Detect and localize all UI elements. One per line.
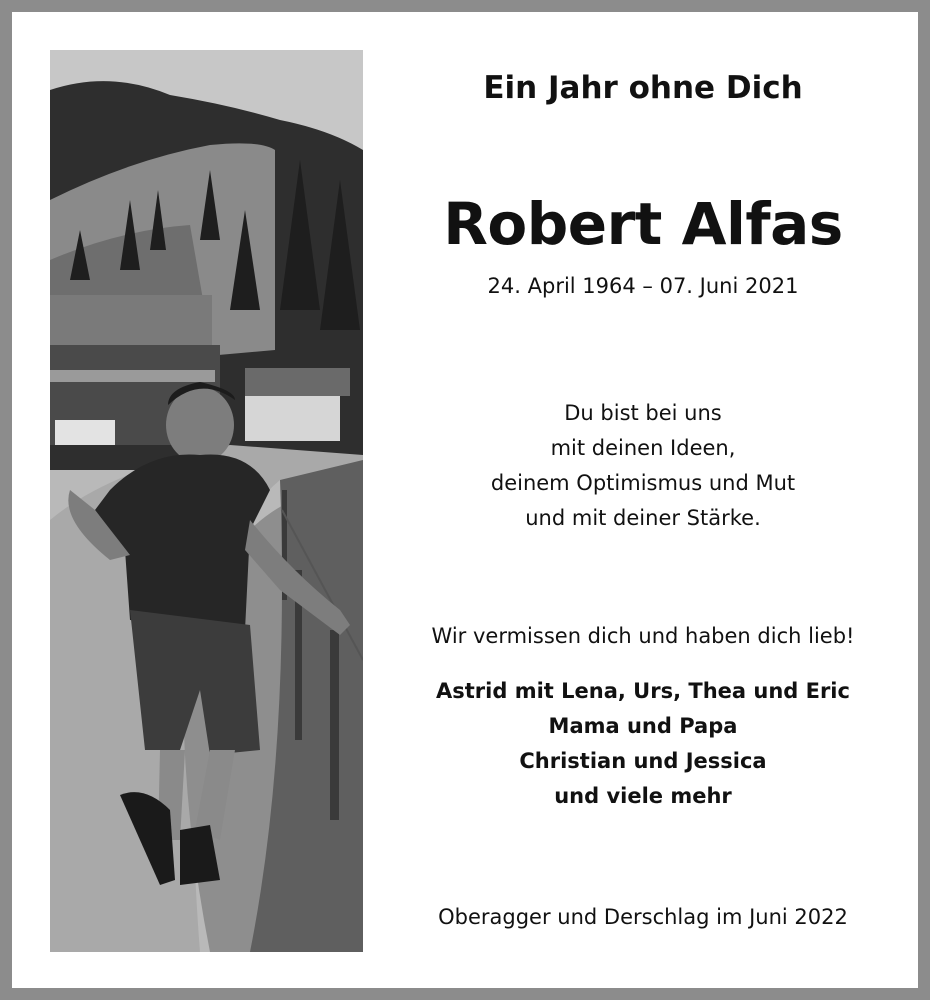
signer-line: Christian und Jessica bbox=[519, 749, 767, 773]
verse-line: Du bist bei uns bbox=[564, 401, 722, 425]
verse-line: deinem Optimismus und Mut bbox=[490, 471, 796, 495]
portrait-photo-illustration bbox=[50, 50, 363, 952]
place-date: Oberagger und Derschlag im Juni 2022 bbox=[438, 905, 848, 929]
headline: Ein Jahr ohne Dich bbox=[483, 70, 803, 106]
portrait-photo bbox=[50, 50, 363, 952]
miss-line: Wir vermissen dich und haben dich lieb! bbox=[431, 624, 855, 648]
verse-line: und mit deiner Stärke. bbox=[525, 506, 761, 530]
signer-line: und viele mehr bbox=[554, 784, 732, 808]
signer-line: Astrid mit Lena, Urs, Thea und Eric bbox=[436, 679, 850, 703]
verse bbox=[387, 396, 899, 536]
signers bbox=[387, 674, 899, 814]
signer-line: Mama und Papa bbox=[548, 714, 738, 738]
life-dates: 24. April 1964 – 07. Juni 2021 bbox=[487, 274, 799, 298]
obituary-card bbox=[12, 12, 918, 988]
notice-text bbox=[387, 12, 899, 988]
verse-line: mit deinen Ideen, bbox=[550, 436, 736, 460]
deceased-name: Robert Alfas bbox=[443, 190, 843, 258]
